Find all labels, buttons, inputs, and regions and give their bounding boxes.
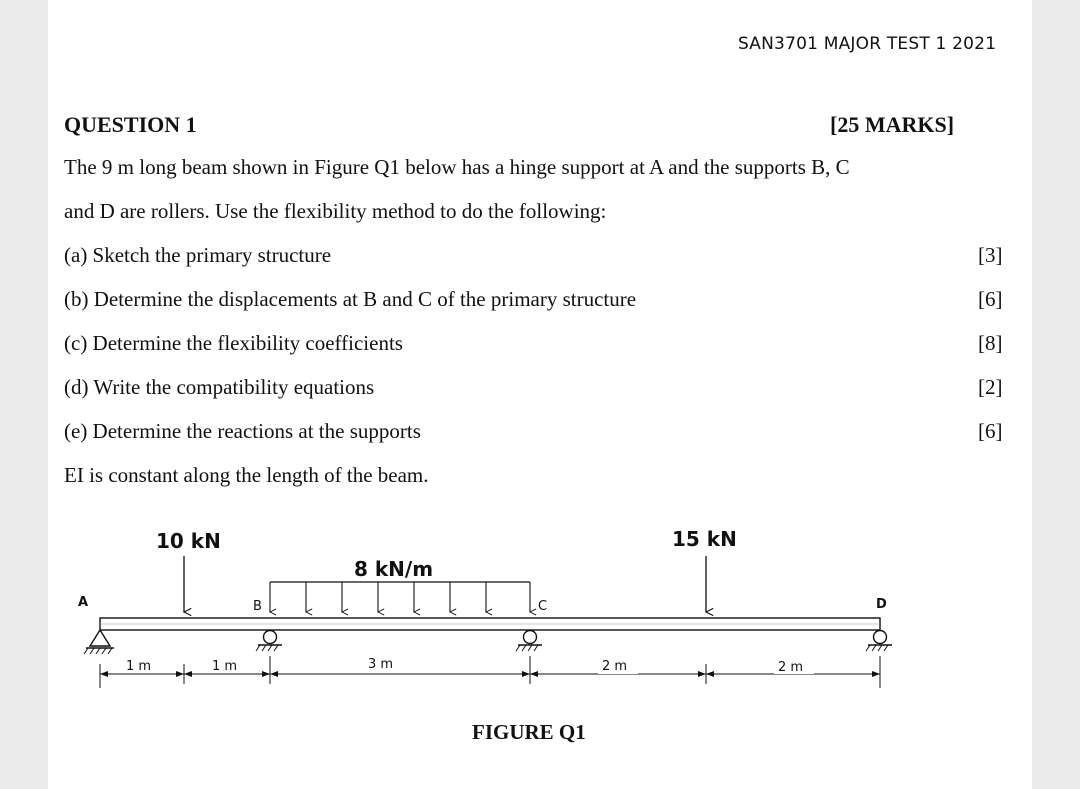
part-c-text: (c) Determine the flexibility coefficients [64, 331, 403, 355]
dim-label-1: 1 m [126, 659, 152, 674]
point-load-10kn-label: 10 kN [156, 529, 221, 553]
question-intro-line-1: The 9 m long beam shown in Figure Q1 below has a hinge support at A and the supports B, C [64, 155, 850, 179]
figure-caption: FIGURE Q1 [472, 720, 586, 744]
dim-label-5: 2 m [778, 660, 804, 675]
beam-figure [48, 0, 1032, 789]
point-load-15kn-label: 15 kN [672, 527, 737, 551]
question-total-marks: [25 MARKS] [830, 112, 955, 137]
dim-label-3: 3 m [368, 657, 394, 672]
part-d-text: (d) Write the compatibility equations [64, 375, 375, 399]
dim-label-4: 2 m [602, 659, 628, 674]
exam-page [48, 0, 1032, 789]
part-c-marks: [8] [978, 331, 1003, 355]
label-b: B [253, 599, 262, 614]
part-e-text: (e) Determine the reactions at the supports [64, 419, 421, 443]
question-title: QUESTION 1 [64, 112, 197, 137]
roller-support-d [866, 631, 892, 652]
udl-arrows [270, 582, 530, 612]
part-b-marks: [6] [978, 287, 1003, 311]
hinge-support-a [84, 630, 114, 654]
roller-support-c [516, 631, 542, 652]
label-c: C [538, 599, 548, 614]
part-e-marks: [6] [978, 419, 1003, 443]
question-intro-line-2: and D are rollers. Use the flexibility method to do the following: [64, 199, 607, 223]
part-d-marks: [2] [978, 375, 1003, 399]
part-b-text: (b) Determine the displacements at B and C of the primary structure [64, 287, 637, 311]
part-a-text: (a) Sketch the primary structure [64, 243, 332, 267]
roller-support-b [256, 631, 282, 652]
question-note: EI is constant along the length of the beam. [64, 463, 429, 487]
label-d: D [876, 597, 887, 612]
dim-label-2: 1 m [212, 659, 238, 674]
udl-label: 8 kN/m [354, 557, 434, 581]
course-header: SAN3701 MAJOR TEST 1 2021 [738, 34, 997, 54]
label-a: A [78, 595, 89, 610]
part-a-marks: [3] [978, 243, 1003, 267]
